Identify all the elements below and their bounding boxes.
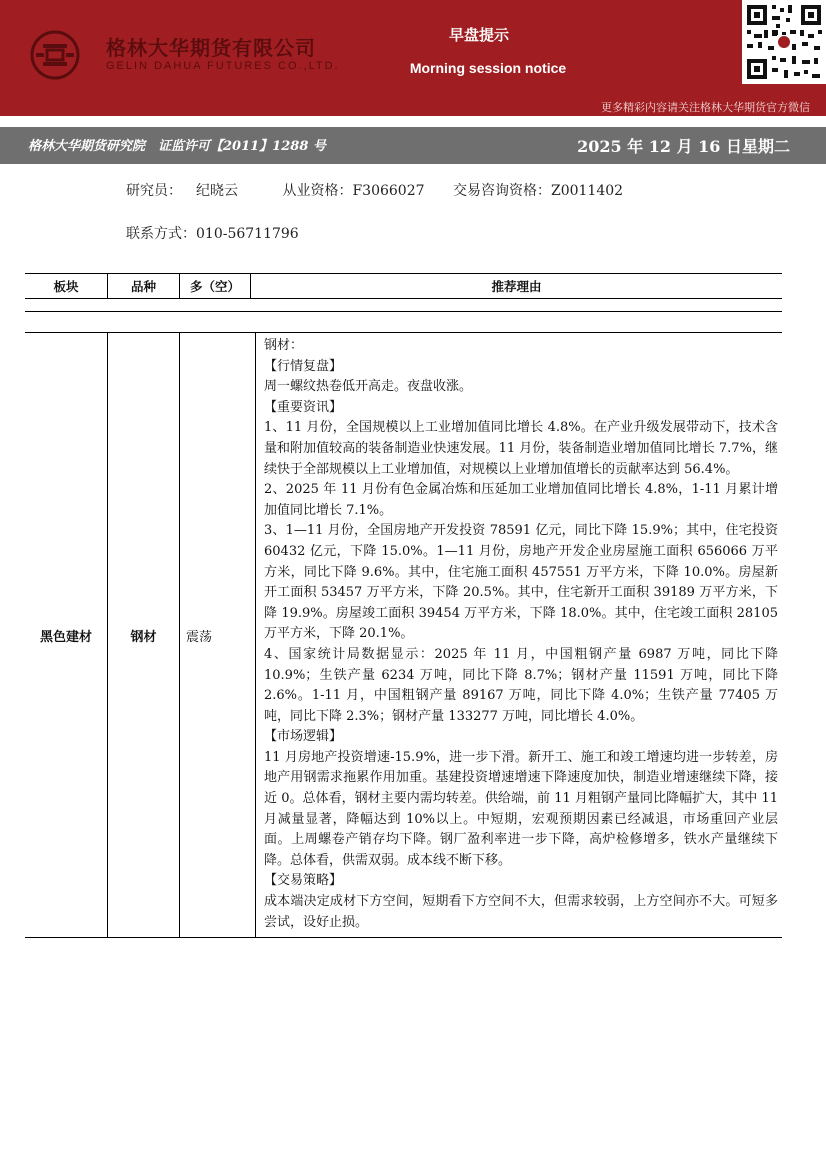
notice-title-en: Morning session notice — [409, 60, 567, 76]
reason-line: 周一螺纹热卷低开高走。夜盘收涨。 — [264, 379, 473, 395]
col-header-sector: 板块 — [25, 274, 108, 299]
col-header-reason: 推荐理由 — [251, 274, 783, 299]
reason-line: 11 月房地产投资增速-15.9%，进一步下滑。新开工、施工和竣工增速均进一步转差，房地产用钢需求拖累作用加重。基建投资增速增速下降速度加快，制造业增速继续下降，接近 0。总体看，钢材主要内需均转差。供给端，前 11 月粗钢产量同比降幅扩大，其中 11 月减量显著，降幅达到 10%以上。中短期，宏观预期因素已经减退，市场重回产业层面。上周螺卷产销存均下降。钢厂盈利率进一步下降，高炉检修增多，铁水产量继续下降。总体看，供需双弱。成本线不断下移。 — [264, 749, 778, 868]
company-name-en: GELIN DAHUA FUTURES CO.,LTD. — [106, 60, 340, 72]
reason-line: 1、11 月份，全国规模以上工业增加值同比增长 4.8%。在产业升级发展带动下，技术含量和附加值较高的装备制造业快速发展。11 月份，装备制造业增加值同比增长 7.7%，继续快于全部规模以上工业增加值，对规模以上业增加值增长的贡献率达到 56.4%。 — [264, 420, 778, 477]
reason-line: 成本端决定成材下方空间，短期看下方空间不大，但需求较弱，上方空间亦不大。可短多尝试，设好止损。 — [264, 894, 778, 930]
recommendation-table — [25, 332, 782, 938]
cell-variety: 钢材 — [108, 333, 180, 938]
qr-caption: 更多精彩内容请关注格林大华期货官方微信 — [601, 101, 810, 114]
advisory-qualification: 交易咨询资格：Z0011402 — [452, 183, 624, 199]
divider — [25, 311, 782, 312]
reason-line: 钢材： — [264, 338, 304, 353]
reason-line: 3、1—11 月份，全国房地产开发投资 78591 亿元，同比下降 15.9%；其中，住宅投资 60432 亿元，下降 15.0%。1—11 月份，房地产开发企业房屋施工面积 656066 万平方米，同比下降 9.6%。其中，住宅施工面积 457551 万平方米，下降 10.0%。房屋新开工面积 53457 万平方米，下降 20.5%。其中，住宅新开工面积 39189 万平方米，下降 19.9%。房屋竣工面积 39454 万平方米，下降 18.0%。其中，住宅竣工面积 28105 万平方米，下降 20.1%。 — [264, 523, 778, 642]
company-name-cn: 格林大华期货有限公司 — [106, 36, 316, 60]
reason-heading: 【交易策略】 — [264, 873, 343, 889]
contact-line: 联系方式：010-56711796 — [126, 226, 299, 242]
researcher-label: 研究员： 纪晓云 — [126, 183, 238, 199]
cell-sector: 黑色建材 — [25, 333, 108, 938]
cell-direction: 震荡 — [180, 333, 256, 938]
wechat-qr-code-icon — [742, 0, 826, 84]
reason-heading: 【市场逻辑】 — [264, 729, 343, 745]
qualification: 从业资格：F3066027 — [282, 183, 425, 199]
cell-reason — [256, 333, 783, 938]
company-logo-icon — [30, 30, 80, 80]
researcher-name: 纪晓云 — [196, 183, 238, 199]
table-header — [25, 273, 782, 299]
table-row — [25, 333, 782, 938]
col-header-variety: 品种 — [108, 274, 180, 299]
col-header-direction: 多（空） — [180, 274, 251, 299]
reason-line: 2、2025 年 11 月份有色金属冶炼和压延加工业增加值同比增长 4.8%，1-11 月累计增加值同比增长 7.1%。 — [264, 482, 778, 518]
reason-line: 4、国家统计局数据显示：2025 年 11 月，中国粗钢产量 6987 万吨，同比下降 10.9%；生铁产量 6234 万吨，同比下降 8.7%；钢材产量 11591 万吨，同比下降 2.6%。1-11 月，中国粗钢产量 89167 万吨，同比下降 4.0%；生铁产量 77405 万吨，同比下降 2.3%；钢材产量 133277 万吨，同比增长 4.0%。 — [264, 646, 778, 724]
notice-title-cn: 早盘提示 — [448, 26, 509, 44]
reason-heading: 【行情复盘】 — [264, 358, 343, 374]
researcher-info-line — [126, 180, 641, 200]
contact-phone: 010-56711796 — [196, 226, 299, 242]
institute-license: 格林大华期货研究院 证监许可【2011】1288 号 — [28, 139, 326, 154]
report-date: 2025 年 12 月 16 日星期二 — [577, 137, 790, 156]
reason-heading: 【重要资讯】 — [264, 399, 343, 415]
